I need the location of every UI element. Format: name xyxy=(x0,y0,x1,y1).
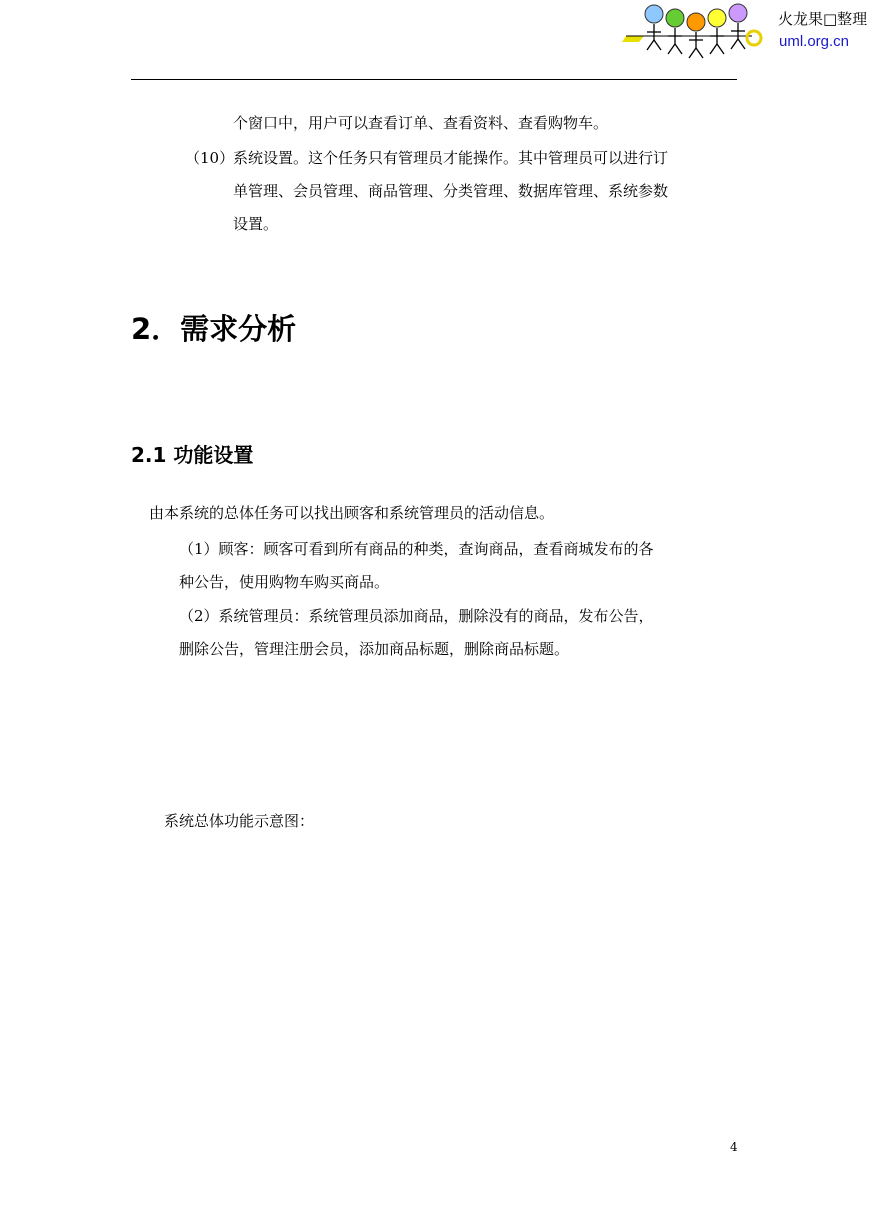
list-item-line: 单管理、会员管理、商品管理、分类管理、数据库管理、系统参数 xyxy=(233,182,669,200)
list-item-line: 删除公告，管理注册会员，添加商品标题，删除商品标题。 xyxy=(179,640,570,658)
list-item-line: 设置。 xyxy=(233,215,279,233)
chapter-heading: 2．需求分析 xyxy=(131,312,297,346)
list-item-line: （1）顾客：顾客可看到所有商品的种类，查询商品，查看商城发布的各 xyxy=(179,540,654,558)
list-item-number: （10） xyxy=(185,149,235,167)
page-number: 4 xyxy=(730,1140,738,1154)
brand-name: 火龙果□整理 xyxy=(778,10,868,28)
list-item-line: （2）系统管理员：系统管理员添加商品，删除没有的商品，发布公告， xyxy=(179,607,654,625)
brand-url-link[interactable]: uml.org.cn xyxy=(779,33,850,50)
people-balloons-logo-icon xyxy=(622,2,767,62)
intro-paragraph: 由本系统的总体任务可以找出顾客和系统管理员的活动信息。 xyxy=(149,504,555,522)
header-divider xyxy=(131,79,737,80)
figure-caption: 系统总体功能示意图： xyxy=(164,812,315,830)
list-item-line: 系统设置。这个任务只有管理员才能操作。其中管理员可以进行订 xyxy=(233,149,669,167)
list-item-line: 种公告，使用购物车购买商品。 xyxy=(179,573,390,591)
section-heading: 2.1 功能设置 xyxy=(131,443,254,467)
paragraph-line: 个窗口中，用户可以查看订单、查看资料、查看购物车。 xyxy=(233,114,609,132)
